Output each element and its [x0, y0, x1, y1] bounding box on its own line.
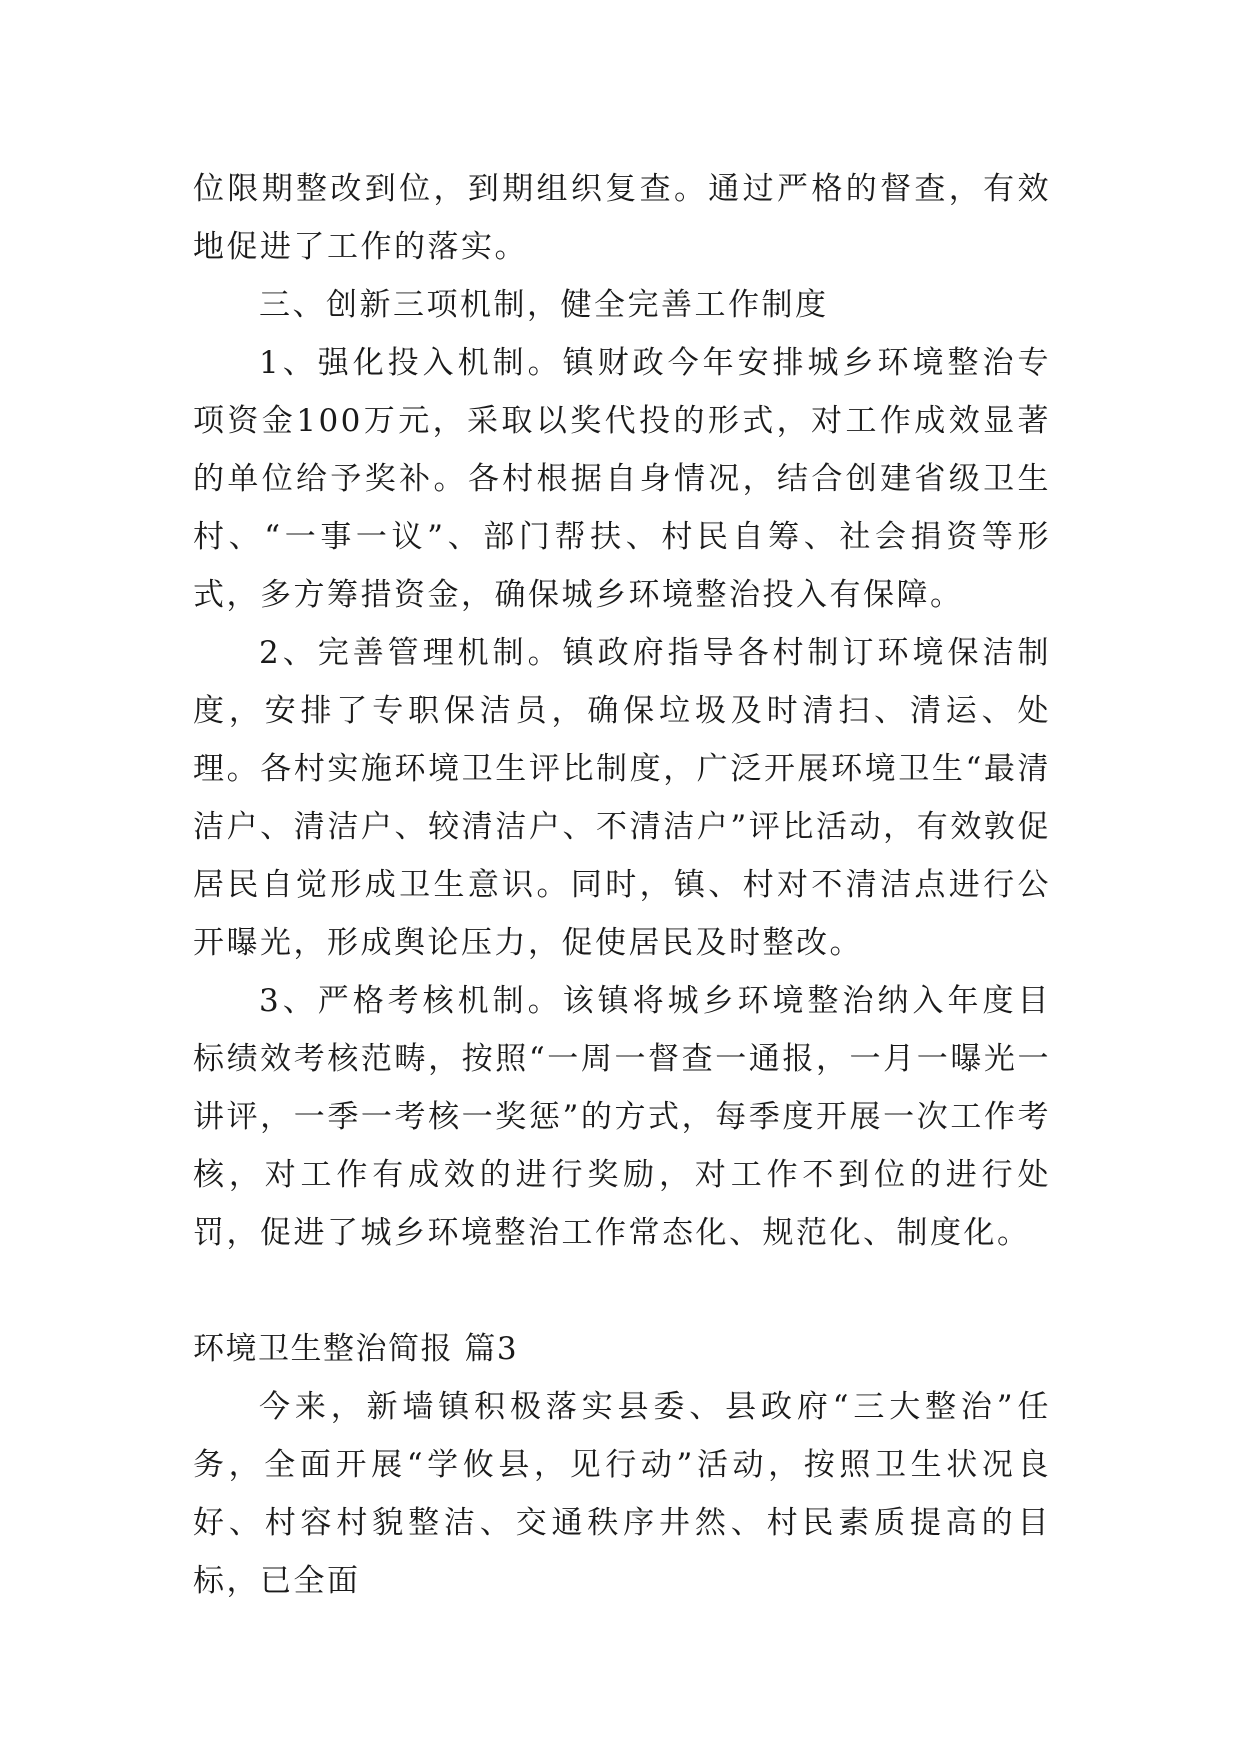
article-3-intro: 今来，新墙镇积极落实县委、县政府“三大整治”任务，全面开展“学攸县，见行动”活动，按照卫生状况良好、村容村貌整洁、交通秩序井然、村民素质提高的目标，已全面 [193, 1389, 1051, 1599]
section-heading-three: 三、创新三项机制，健全完善工作制度 [259, 287, 829, 323]
document-body [193, 160, 1051, 1610]
paragraph-assessment-mechanism: 3、严格考核机制。该镇将城乡环境整治纳入年度目标绩效考核范畴，按照“一周一督查一通报，一月一曝光一讲评，一季一考核一奖惩”的方式，每季度开展一次工作考核，对工作有成效的进行奖励，对工作不到位的进行处罚，促进了城乡环境整治工作常态化、规范化、制度化。 [193, 983, 1051, 1251]
article-3-title: 环境卫生整治简报 篇3 [193, 1331, 519, 1367]
paragraph-continuation: 位限期整改到位，到期组织复查。通过严格的督查，有效地促进了工作的落实。 [193, 171, 1051, 265]
paragraph-management-mechanism: 2、完善管理机制。镇政府指导各村制订环境保洁制度，安排了专职保洁员，确保垃圾及时清扫、清运、处理。各村实施环境卫生评比制度，广泛开展环境卫生“最清洁户、清洁户、较清洁户、不清洁户”评比活动，有效敦促居民自觉形成卫生意识。同时，镇、村对不清洁点进行公开曝光，形成舆论压力，促使居民及时整改。 [193, 635, 1051, 961]
paragraph-investment-mechanism: 1、强化投入机制。镇财政今年安排城乡环境整治专项资金100万元，采取以奖代投的形式，对工作成效显著的单位给予奖补。各村根据自身情况，结合创建省级卫生村、“一事一议”、部门帮扶、村民自筹、社会捐资等形式，多方筹措资金，确保城乡环境整治投入有保障。 [193, 345, 1051, 613]
